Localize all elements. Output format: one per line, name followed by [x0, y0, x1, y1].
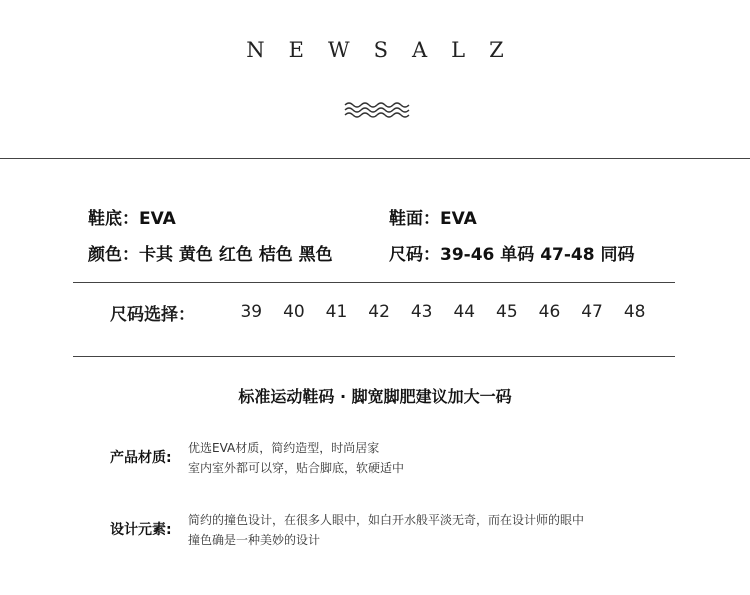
brand-title: NEWSALZ: [246, 38, 528, 62]
size-option-39: 39: [240, 302, 263, 322]
material-line-2: 室内室外都可以穿，贴合脚底，软硬适中: [188, 461, 405, 475]
size-selector-label: 尺码选择：: [110, 304, 195, 325]
size-option-42: 42: [368, 302, 390, 322]
size-selector: [110, 300, 656, 324]
size-option-43: 43: [410, 302, 433, 322]
design-line-2: 撞色确是一种美妙的设计: [188, 533, 321, 547]
spec-upper: 鞋面：EVA: [389, 209, 477, 229]
size-option-47: 47: [581, 302, 603, 322]
divider: [73, 356, 675, 357]
spec-sole: 鞋底：EVA: [88, 209, 176, 229]
size-option-44: 44: [453, 302, 476, 322]
spec-size-range: 尺码：39-46 单码 47-48 同码: [389, 245, 635, 265]
spec-colors: 颜色：卡其 黄色 红色 桔色 黑色: [88, 245, 333, 265]
size-option-48: 48: [623, 302, 646, 322]
wave-ornament-icon: [343, 100, 415, 120]
size-advice-tagline: 标准运动鞋码 · 脚宽脚肥建议加大一码: [238, 387, 512, 406]
size-option-40: 40: [283, 302, 305, 322]
material-label: 产品材质:: [110, 450, 172, 466]
design-label: 设计元素:: [110, 522, 172, 538]
divider: [73, 282, 675, 283]
material-line-1: 优选EVA材质，简约造型，时尚居家: [188, 441, 380, 455]
size-option-45: 45: [496, 302, 518, 322]
design-line-1: 简约的撞色设计，在很多人眼中，如白开水般平淡无奇，而在设计师的眼中: [188, 513, 585, 527]
size-option-41: 41: [325, 302, 348, 322]
size-option-46: 46: [538, 302, 561, 322]
divider: [0, 158, 750, 159]
